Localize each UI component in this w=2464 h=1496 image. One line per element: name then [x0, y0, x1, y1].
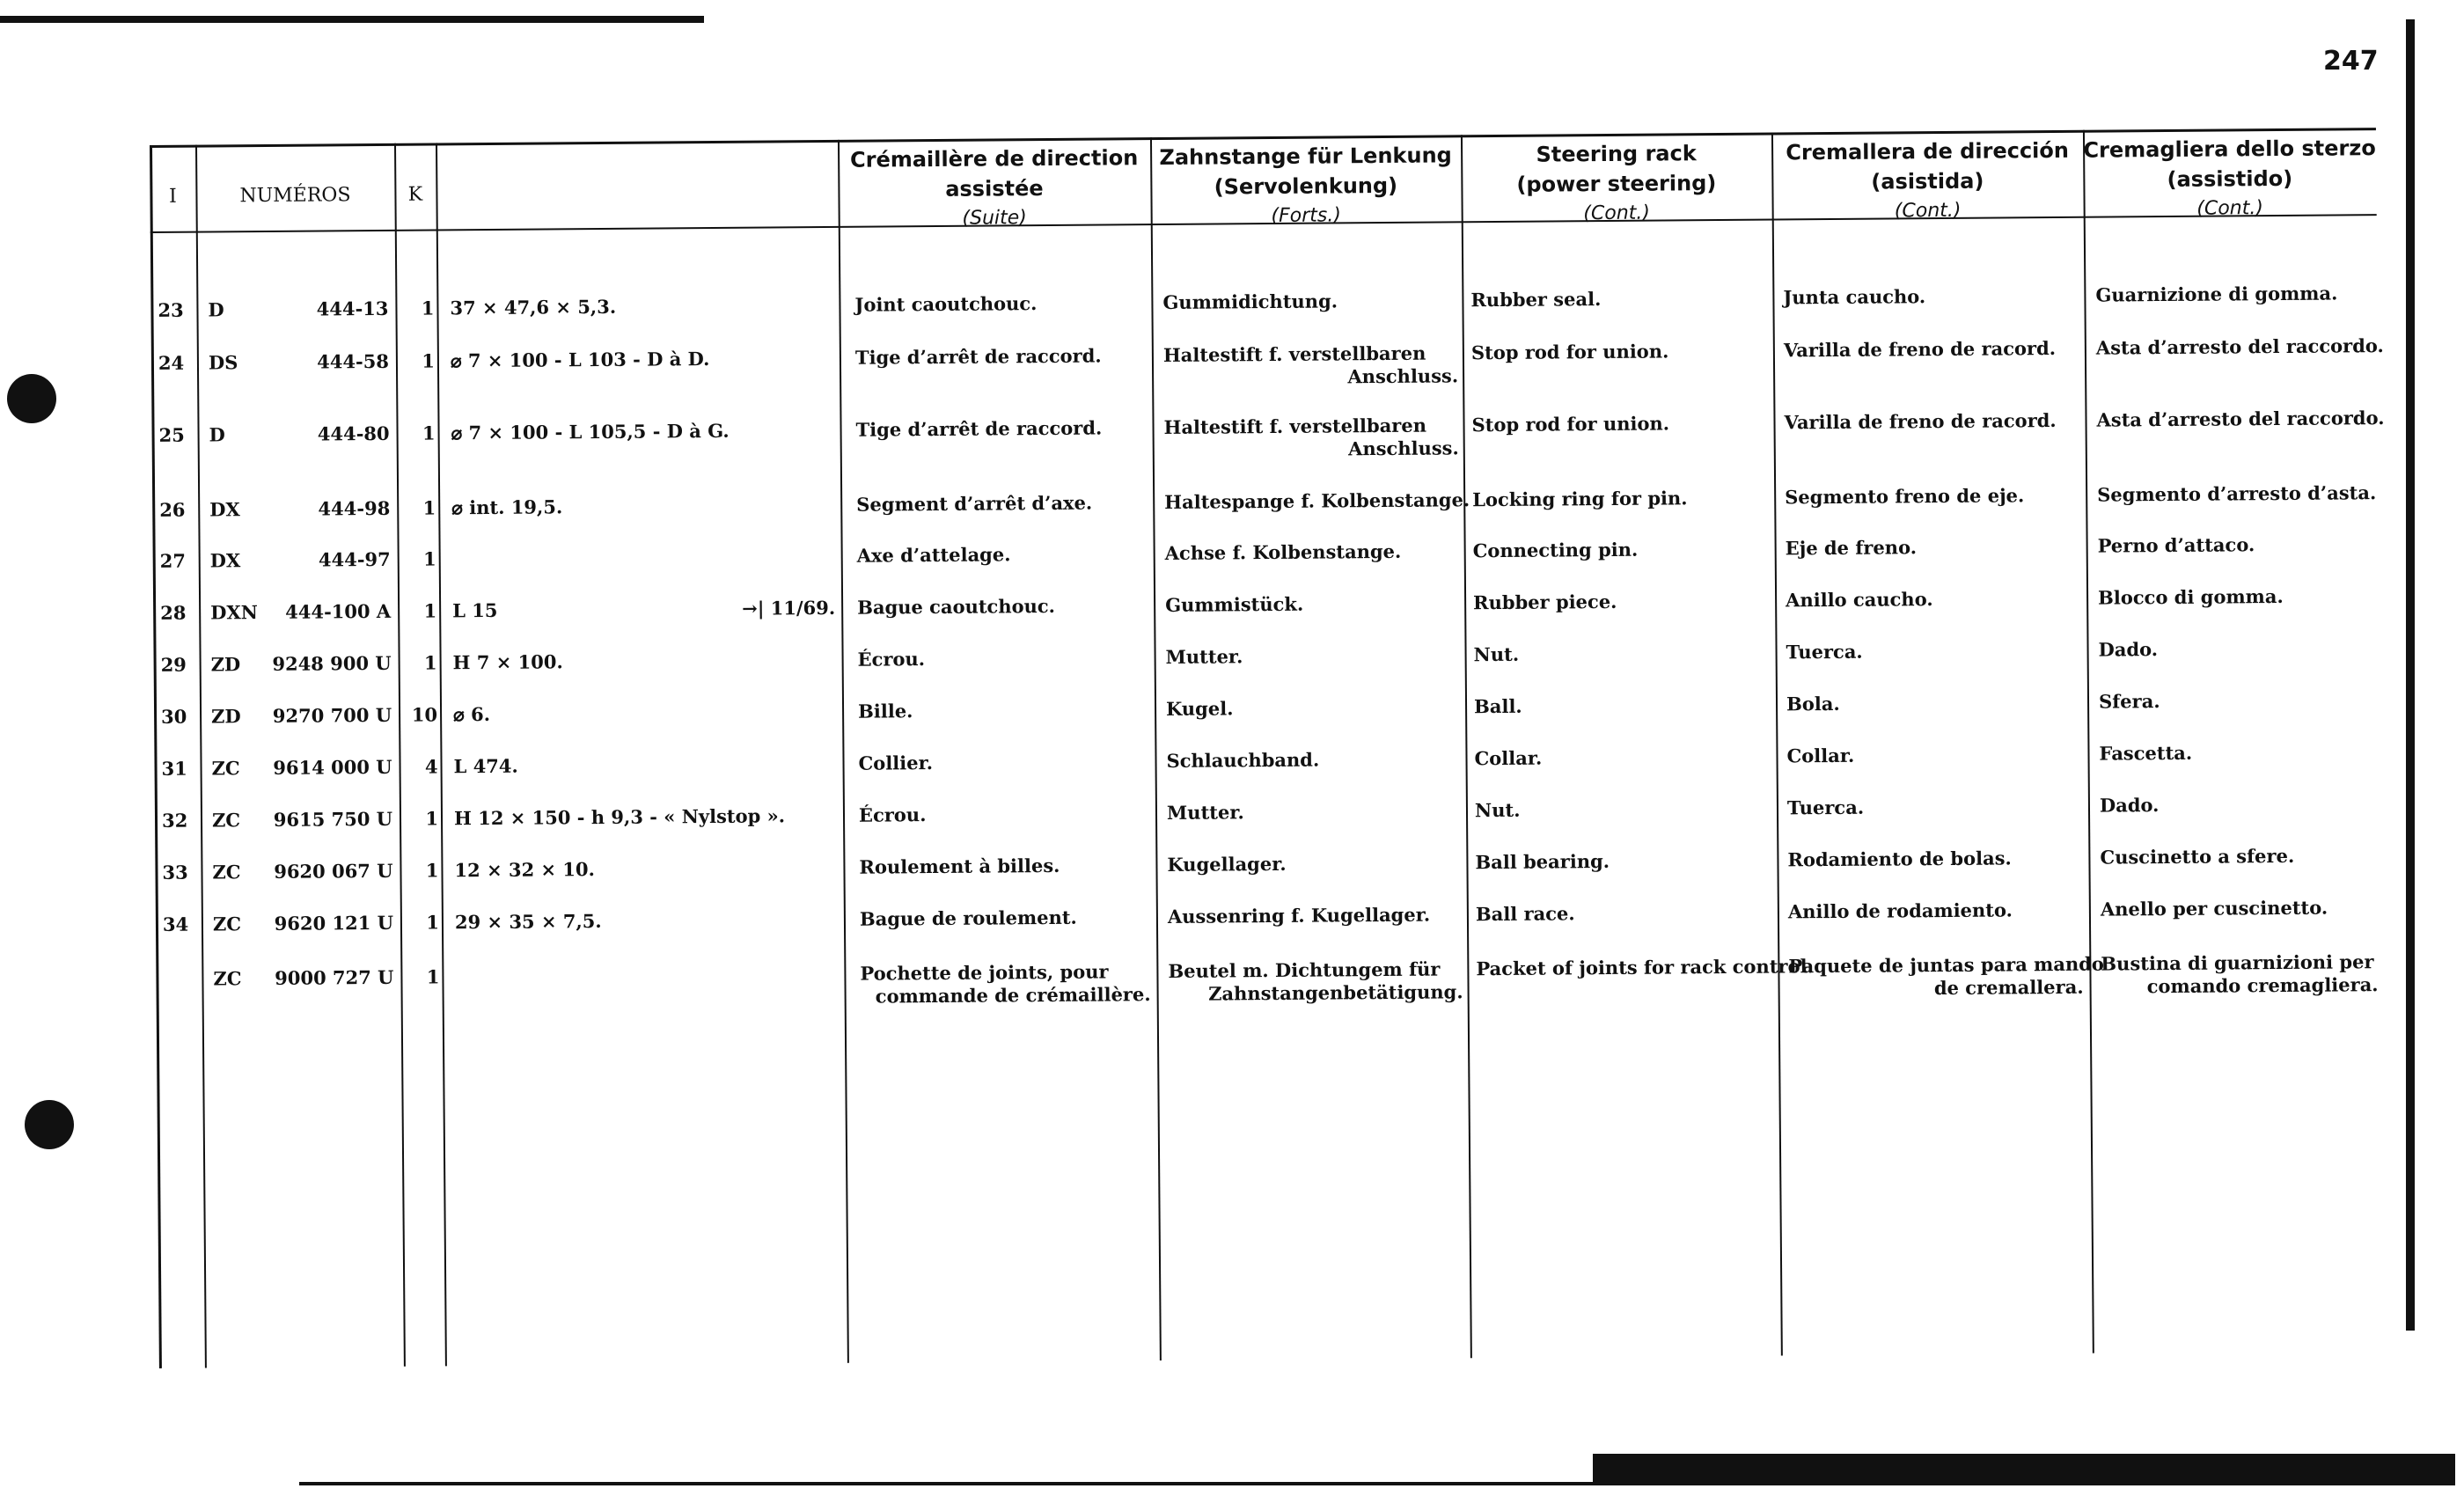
quantity-k: 1 — [422, 547, 436, 570]
header-es — [1771, 136, 2084, 228]
punch-hole-bottom — [25, 1100, 74, 1149]
quantity-k: 1 — [423, 599, 437, 622]
header-en-note: (Cont.) — [1583, 202, 1651, 225]
header-de — [1150, 140, 1462, 232]
header-es-title2: (asistida) — [1871, 168, 1984, 194]
desc-en: Collar. — [1474, 746, 1543, 770]
header-fr-title2: assistée — [945, 176, 1044, 202]
desc-es: Varilla de freno de racord. — [1784, 408, 2057, 434]
part-number: 9620 121 U — [274, 911, 394, 935]
desc-es: Segmento freno de eje. — [1785, 484, 2025, 509]
desc-it: Sfera. — [2098, 690, 2160, 713]
col-divider-fr — [1150, 137, 1162, 1360]
desc-it-cont: comando cremagliera. — [2146, 973, 2379, 998]
row-index: 30 — [161, 705, 187, 728]
table-left-border — [150, 145, 162, 1368]
part-number: 444-13 — [316, 297, 389, 320]
desc-es-cont: de cremallera. — [1933, 975, 2084, 1000]
row-index: 29 — [160, 653, 187, 676]
desc-it: Perno d’attaco. — [2097, 533, 2255, 557]
desc-es: Rodamiento de bolas. — [1787, 847, 2012, 871]
desc-de: Gummidichtung. — [1162, 290, 1338, 313]
header-es-title: Cremallera de dirección — [1786, 137, 2070, 165]
desc-it: Dado. — [2098, 638, 2159, 661]
header-it-title: Cremagliera dello sterzo — [2083, 136, 2376, 163]
row-index: 23 — [158, 298, 184, 321]
quantity-k: 1 — [426, 911, 440, 934]
desc-de: Aussenring f. Kugellager. — [1167, 903, 1431, 928]
desc-fr: Axe d’attelage. — [856, 543, 1011, 567]
desc-fr: Collier. — [858, 752, 934, 774]
col-divider-en — [1771, 133, 1783, 1356]
desc-de: Haltestift f. verstellbaren — [1163, 414, 1427, 438]
desc-fr: Tige d’arrêt de raccord. — [854, 344, 1102, 369]
quantity-k: 10 — [411, 703, 438, 726]
part-number: 9270 700 U — [272, 703, 392, 727]
desc-it: Asta d’arresto del raccordo. — [2096, 407, 2385, 431]
spec-text: ⌀ int. 19,5. — [451, 495, 563, 519]
spec-text: 12 × 32 × 10. — [454, 858, 595, 882]
part-number: 444-98 — [318, 496, 391, 520]
desc-it: Cuscinetto a sfere. — [2100, 844, 2295, 869]
part-prefix: DX — [209, 498, 240, 521]
desc-fr: Bague de roulement. — [859, 906, 1077, 930]
part-prefix: DX — [209, 549, 241, 572]
header-numeros: NUMÉROS — [239, 184, 351, 208]
page-number: 247 — [2323, 46, 2379, 77]
header-en-title2: (power steering) — [1516, 171, 1717, 197]
spec-text: L 15 — [452, 598, 498, 622]
desc-de-cont: Anschluss. — [1347, 436, 1459, 460]
desc-de: Mutter. — [1166, 801, 1244, 824]
spec-note: →| 11/69. — [742, 596, 836, 620]
part-number: 9615 750 U — [273, 807, 393, 831]
header-de-title2: (Servolenkung) — [1214, 172, 1398, 200]
spec-text: ⌀ 7 × 100 - L 105,5 - D à G. — [451, 419, 730, 444]
desc-fr: Segment d’arrêt d’axe. — [856, 491, 1093, 516]
part-number: 444-97 — [318, 547, 391, 571]
desc-de: Kugellager. — [1167, 852, 1287, 876]
desc-fr: Tige d’arrêt de raccord. — [855, 416, 1103, 441]
row-index: 26 — [159, 498, 186, 521]
desc-es: Paquete de juntas para mando — [1788, 952, 2104, 978]
quantity-k: 1 — [422, 496, 436, 519]
part-prefix: ZC — [213, 967, 242, 990]
desc-de: Kugel. — [1165, 697, 1234, 720]
header-fr-title: Crémaillère de direction — [849, 145, 1139, 172]
header-fr — [838, 143, 1151, 235]
header-it — [2083, 133, 2377, 225]
desc-de: Beutel m. Dichtungem für — [1168, 957, 1441, 982]
desc-de: Mutter. — [1165, 645, 1243, 668]
spec-text: H 12 × 150 - h 9,3 - « Nylstop ». — [453, 804, 786, 830]
desc-en: Stop rod for union. — [1470, 340, 1669, 364]
desc-it: Segmento d’arresto d’asta. — [2097, 481, 2377, 506]
header-en-title: Steering rack — [1536, 141, 1697, 167]
quantity-k: 1 — [425, 807, 439, 830]
part-number: 9614 000 U — [273, 755, 392, 779]
desc-fr: Bille. — [857, 700, 913, 722]
header-it-note: (Cont.) — [2196, 197, 2264, 220]
desc-es: Collar. — [1786, 744, 1855, 767]
desc-es: Tuerca. — [1786, 640, 1863, 664]
header-de-title: Zahnstange für Lenkung — [1159, 143, 1452, 170]
desc-de: Haltespange f. Kolbenstange. — [1164, 488, 1470, 513]
spec-text: ⌀ 6. — [452, 702, 491, 726]
desc-it: Asta d’arresto del raccordo. — [2095, 334, 2384, 359]
col-divider-spec — [838, 140, 849, 1363]
part-prefix: ZC — [211, 809, 241, 832]
desc-en: Connecting pin. — [1472, 538, 1639, 562]
desc-en: Packet of joints for rack control. — [1476, 955, 1814, 980]
part-prefix: DS — [208, 351, 238, 374]
quantity-k: 4 — [424, 755, 438, 778]
col-divider-i — [195, 145, 207, 1368]
spec-text: 29 × 35 × 7,5. — [454, 909, 602, 934]
desc-en: Ball bearing. — [1475, 849, 1610, 874]
desc-it: Blocco di gomma. — [2098, 584, 2284, 609]
desc-fr: Pochette de joints, pour — [860, 960, 1109, 985]
desc-es: Varilla de freno de racord. — [1783, 336, 2057, 362]
desc-es: Eje de freno. — [1785, 536, 1918, 560]
quantity-k: 1 — [425, 859, 439, 882]
desc-fr: Écrou. — [858, 803, 927, 826]
header-it-title2: (assistido) — [2167, 165, 2293, 192]
desc-en: Ball. — [1473, 694, 1522, 718]
desc-de-cont: Anschluss. — [1347, 364, 1459, 388]
desc-en: Stop rod for union. — [1471, 412, 1670, 436]
desc-en: Locking ring for pin. — [1472, 487, 1688, 511]
part-prefix: ZC — [212, 913, 242, 935]
desc-en: Ball race. — [1475, 902, 1575, 926]
desc-de-cont: Zahnstangenbetätigung. — [1208, 980, 1463, 1005]
desc-fr-cont: commande de crémaillère. — [875, 983, 1151, 1008]
desc-es: Anillo caucho. — [1786, 588, 1933, 612]
desc-es: Tuerca. — [1786, 796, 1865, 819]
desc-en: Nut. — [1474, 798, 1521, 822]
desc-fr: Roulement à billes. — [859, 854, 1060, 878]
parts-table — [150, 128, 2386, 1368]
part-number: 9620 067 U — [274, 859, 393, 883]
part-prefix: ZC — [212, 861, 241, 884]
row-index: 27 — [159, 549, 187, 572]
desc-de: Achse f. Kolbenstange. — [1164, 539, 1402, 564]
col-divider-es — [2083, 130, 2094, 1353]
header-i: I — [169, 185, 177, 208]
desc-it: Dado. — [2099, 794, 2160, 817]
part-prefix: ZD — [210, 653, 241, 676]
desc-en: Rubber piece. — [1473, 590, 1617, 614]
part-prefix: ZC — [211, 757, 240, 780]
bottom-thin-line — [299, 1482, 1602, 1485]
desc-fr: Écrou. — [857, 648, 926, 671]
punch-hole-top — [7, 374, 56, 423]
header-es-note: (Cont.) — [1894, 199, 1962, 223]
part-number: 9000 727 U — [275, 965, 394, 989]
row-index: 32 — [161, 809, 188, 832]
quantity-k: 1 — [422, 349, 436, 372]
desc-it: Anello per cuscinetto. — [2100, 896, 2328, 920]
desc-fr: Bague caoutchouc. — [857, 594, 1056, 619]
bottom-edge-bar — [1593, 1454, 2455, 1485]
desc-de: Schlauchband. — [1166, 748, 1320, 772]
right-edge-bar — [2406, 19, 2415, 1331]
header-en — [1461, 138, 1772, 231]
part-prefix: D — [208, 298, 224, 321]
part-prefix: ZD — [211, 705, 241, 728]
top-edge-bar — [0, 16, 704, 23]
col-divider-de — [1461, 135, 1472, 1358]
desc-es: Anillo de rodamiento. — [1787, 898, 2013, 923]
spec-text: 37 × 47,6 × 5,3. — [450, 295, 617, 319]
header-k: K — [407, 183, 423, 206]
desc-en: Nut. — [1473, 642, 1520, 666]
quantity-k: 1 — [423, 651, 437, 674]
spec-text: H 7 × 100. — [452, 650, 563, 674]
desc-de: Gummistück. — [1165, 592, 1304, 616]
desc-de: Haltestift f. verstellbaren — [1162, 341, 1426, 366]
row-index: 33 — [162, 861, 188, 884]
col-divider-k — [436, 143, 447, 1366]
header-fr-note: (Suite) — [962, 207, 1027, 230]
part-number: 444-80 — [317, 422, 390, 445]
header-de-note: (Forts.) — [1271, 204, 1341, 227]
row-index: 28 — [160, 601, 187, 624]
desc-it: Bustina di guarnizioni per — [2101, 950, 2374, 975]
part-prefix: D — [209, 423, 225, 446]
part-number: 9248 900 U — [272, 651, 392, 675]
part-number: 444-100 A — [285, 599, 392, 623]
quantity-k: 1 — [426, 965, 440, 988]
desc-en: Rubber seal. — [1470, 288, 1602, 312]
row-index: 31 — [161, 757, 187, 780]
quantity-k: 1 — [422, 422, 436, 444]
desc-es: Bola. — [1786, 692, 1840, 715]
row-index: 24 — [158, 351, 185, 374]
row-index: 34 — [162, 913, 189, 935]
quantity-k: 1 — [421, 297, 435, 319]
desc-it: Fascetta. — [2099, 741, 2193, 765]
desc-fr: Joint caoutchouc. — [854, 292, 1038, 316]
part-number: 444-58 — [317, 349, 390, 373]
spec-text: L 474. — [453, 754, 518, 778]
row-index: 25 — [158, 423, 185, 446]
desc-es: Junta caucho. — [1783, 285, 1926, 309]
part-prefix: DXN — [210, 601, 258, 624]
spec-text: ⌀ 7 × 100 - L 103 - D à D. — [450, 348, 710, 372]
desc-it: Guarnizione di gomma. — [2095, 282, 2338, 306]
